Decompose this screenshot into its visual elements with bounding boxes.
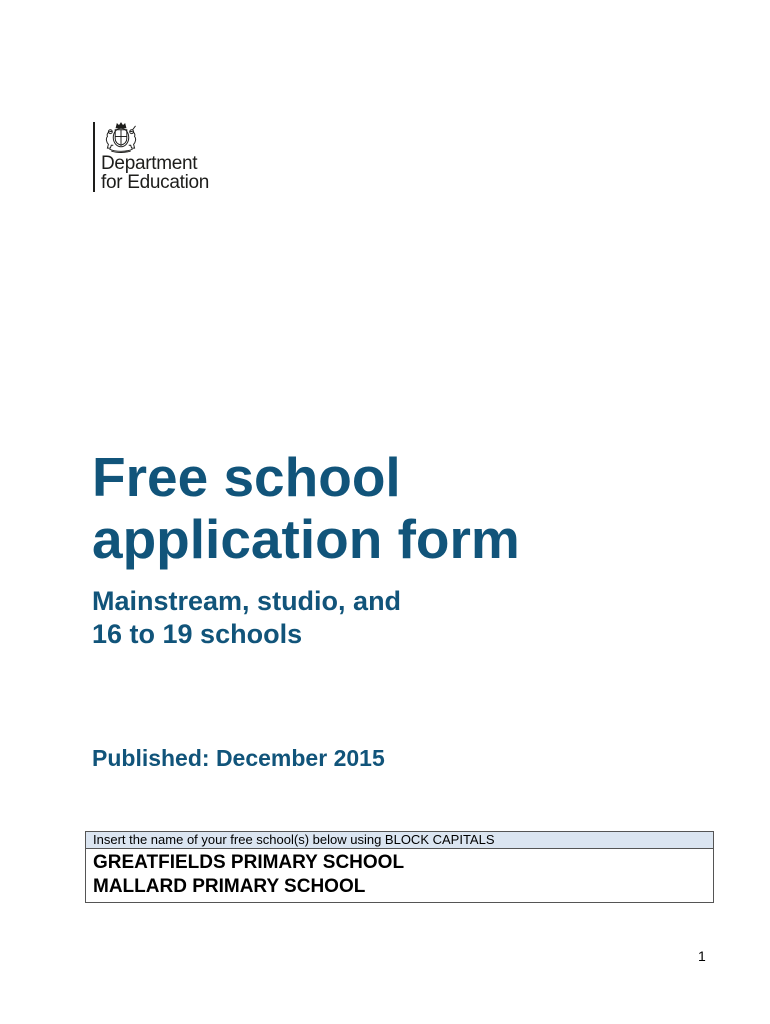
- school-name-field[interactable]: [86, 849, 713, 902]
- logo-line-education: for Education: [101, 172, 210, 193]
- logo-text: [101, 154, 209, 192]
- title-line-2: application form: [92, 508, 520, 570]
- logo-content: [101, 122, 209, 192]
- school-name-1: GREATFIELDS PRIMARY SCHOOL: [93, 852, 405, 873]
- school-name-2: MALLARD PRIMARY SCHOOL: [93, 876, 366, 897]
- dfe-logo: [93, 122, 209, 192]
- school-name-instruction: Insert the name of your free school(s) below using BLOCK CAPITALS: [86, 832, 713, 849]
- published-date: Published: December 2015: [92, 745, 385, 771]
- royal-crest-icon: [101, 122, 141, 153]
- page-number: 1: [698, 948, 706, 964]
- document-subtitle: [92, 585, 401, 651]
- subtitle-line-2: 16 to 19 schools: [92, 619, 303, 649]
- subtitle-line-1: Mainstream, studio, and: [92, 586, 402, 616]
- school-name-box: [85, 831, 714, 903]
- logo-divider: [93, 122, 95, 192]
- document-title: [92, 446, 520, 570]
- logo-line-department: Department: [101, 153, 198, 174]
- title-line-1: Free school: [92, 446, 401, 508]
